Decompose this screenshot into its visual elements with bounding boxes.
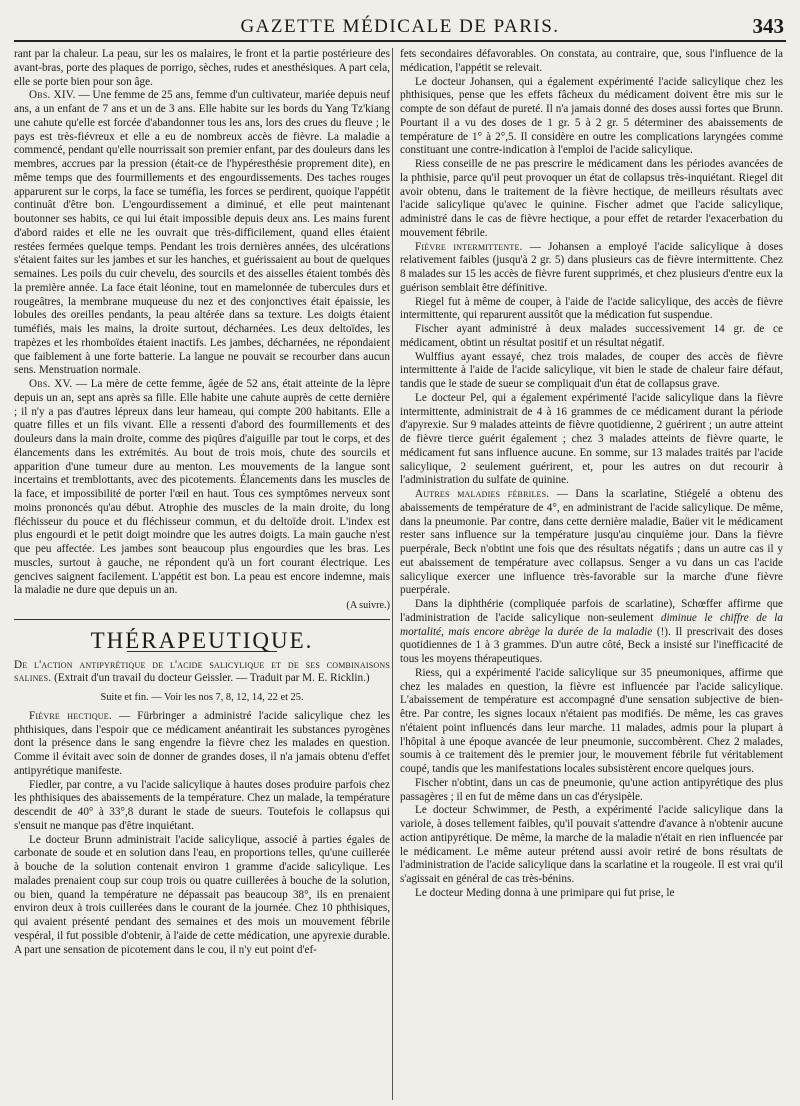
paragraph: rant par la chaleur. La peau, sur les os malaires, le front et la partie postérieure des avant-bras, porte des plaques de porrigo, sèches, rudes et anesthésiques. A part cela, elle se porte bien pour son âge. (14, 48, 390, 88)
paragraph: Riess conseille de ne pas prescrire le médicament dans les périodes avancées de la phthisie, parce qu'il peut provoquer un état de collapsus très-inquiétant. Riegel dit avoir obtenu, dans le traitement de la fièvre hectique, de meilleurs résultats avec l'acide salicylique qu'avec le quinine. Fischer admet que l'acide salicylique, administré dans le cas de fièvre hectique, a pour effet de retarder l'exacerbation du mouvement fébrile. (400, 158, 783, 239)
article-source: (Extrait d'un travail du docteur Geissler. — Traduit par M. E. Ricklin.) (51, 672, 370, 685)
subsection-label: Fièvre hectique. (29, 709, 112, 722)
paragraph: Riegel fut à même de couper, à l'aide de l'acide salicylique, des accès de fièvre intermittente, qui reparurent aussitôt que la médication fut suspendue. (400, 295, 783, 322)
paragraph-fievre-intermittente (400, 241, 783, 296)
column-rule (392, 48, 393, 1100)
subsection-text: — Dans la scarlatine, Stiégelé a obtenu des abaissements de température de 4°, en administrant de l'acide salicylique. De même, dans la pneumonie. Par contre, dans cette dernière maladie, Baüer vit le médicament rester sans influence sur la température jusqu'au cinquième jour. Dans la fièvre puerpérale, Beck n'obtint une fois que des résultats négatifs ; dans un autre cas il y eut abaissement de température avec collapsus. Senger a vu dans un cas l'acide salicylique exercer une influence très-favorable sur la marche d'une fièvre puerpérale. (400, 488, 783, 597)
observation-label: Obs. XV. (29, 378, 73, 390)
paragraph: Le docteur Brunn administrait l'acide salicylique, associé à parties égales de carbonate de soude et en solution dans l'eau, en proportions telles, qu'une cuillerée à bouche de la solution contenait environ 1 gramme d'acide salicylique. Les malades prenaient coup sur coup trois ou quatre cuillerées à bouche de la solution, ou bien, quand la température ne dépassait pas beaucoup 38°, ils en prenaient environ deux à trois cuillerées dans le courant de la journée. Chez 10 phthisiques, qui avaient présenté pendant des semaines et des mois un mouvement fébrile vespéral, il fut possible d'obtenir, à l'aide de cette médication, une apyrexie durable. A part une sensation de picotement dans le cou, il n'y eut point d'ef- (14, 833, 390, 956)
paragraph: Le docteur Pel, qui a également expérimenté l'acide salicylique dans la fièvre intermittente, administrait de 4 à 16 grammes de ce médicament durant la période d'apyrexie. Sur 9 malades atteints de fièvre quotidienne, 2 guérirent ; un autre atteint de fièvre tierce guérit également ; chez 3 malades atteints de fièvre quarte, le médicament fut sans influence aucune. En somme, sur 13 malades traités par l'acide salicylique, 2 seulement guérirent, et, pour les autres on dut recourir à l'administration du sulfate de quinine. (400, 391, 783, 487)
text-run: (!). Il prescrivait des doses quotidiennes de 1 à 3 grammes. D'un autre côté, Beck a insisté sur l'inefficacité de tous les moyens thérapeutiques. (400, 625, 783, 665)
section-divider (14, 619, 390, 620)
article-title: De l'action antipyrétique de l'acide salicylique et de ses combinaisons salines. (14, 658, 390, 685)
page-number: 343 (752, 14, 784, 38)
paragraph-autres-maladies (400, 488, 783, 598)
observation-text: — Une femme de 25 ans, femme d'un cultivateur, mariée depuis neuf ans, a un enfant de 7 ans et un de 3 ans. Elle habite sur les bords du Yang Tz'kiang une cahute qu'elle est forcée d'abandonner tous les ans, lors des crues du fleuve ; le pays est très-fiévreux et elle a eu de nombreux accès de fièvre. La maladie a commencé, pendant qu'elle nourrissait son premier enfant, par des douleurs dans les membres, accrues par la pression (était-ce de l'hypéresthésie proprement dite), en même temps que des fourmillements et des engourdissements. Des taches rouges apparurent sur le corps, la face se tuméfia, les forces se perdirent, quoique l'appétit continuât d'être bon. L'engourdissement a diminué, et elle peut maintenant boutonner ses habits, ce qui lui était impossible depuis deux ans. Les mains furent d'abord raides et elle ne les ouvrait que très-difficilement, quand elles étaient restées fermées quelque temps. Pendant les trois dernières années, des ulcérations s'étaient faites sur les jambes et sur les hanches, et guérissaient au bout de quelques semaines. Les poils du cuir chevelu, des sourcils et des aisselles étaient tombés dès la première année. La face était léonine, tout en mamelonnée de tubercules durs et rougeâtres, la membrane muqueuse du nez et des conjonctives était épaissie, les lobules des oreilles pendants, la peau altérée dans sa texture. Les doigts étaient tuméfiés, mais les mains, la droite surtout, décharnées. Les deux deltoïdes, les trapèzes et les rhomboïdes étaient inactifs. Les jambes, décharnées, ne répondaient que faiblement à une forte batterie. La langue ne pouvait se recourber dans aucun sens. Menstruation normale. (14, 89, 390, 377)
page-header (14, 10, 786, 42)
paragraph: fets secondaires défavorables. On constata, au contraire, que, sous l'influence de la médication, l'appétit se relevait. (400, 48, 783, 74)
left-column (14, 48, 390, 957)
paragraph: Le docteur Meding donna à une primipare qui fut prise, le (415, 886, 675, 899)
paragraph: Riess, qui a expérimenté l'acide salicylique sur 35 pneumoniques, affirme que chez les malades en question, la fièvre est influencée par l'acide salicylique. L'abaissement de température est accompagné d'une sensation subjective de bien-être. Par contre, les signes locaux n'étaient pas modifiés. De même, les cas graves n'étaient point influencés dans leur marche. 11 malades, admis pour la plupart à l'hôpital à une époque avancée de leur pneumonie, succombèrent. Chez 2 malades, soumis à ce traitement dès le premier jour, le mouvement fébrile fut véritablement coupé, tandis que les manifestations locales subsistèrent encore quelques jours. (400, 666, 783, 775)
subsection-label: Autres maladies fébriles. (415, 488, 550, 500)
subsection-text: — Fürbringer a administré l'acide salicylique chez les phthisiques, dans l'espoir que ce médicament anéantirait les substances pyrogènes dont la présence dans le sang engendre la fièvre chez les malades en question. Comme il évitait avec soin de donner de grandes doses, il n'a jamais obtenu d'effet antipyrétique manifeste. (14, 709, 390, 777)
paragraph: Fischer ayant administré à deux malades successivement 14 gr. de ce médicament, obtint un résultat positif et un résultat négatif. (400, 323, 783, 349)
paragraph-fievre-hectique (14, 710, 390, 779)
section-title: THÉRAPEUTIQUE. (90, 627, 314, 653)
text-run: Dans la diphthérie (compliquée parfois de scarlatine), Schœffer affirme que l'administration de l'acide salicylique non-seulement (400, 598, 783, 624)
subsection-text: — Johansen a employé l'acide salicylique à doses relativement faibles (jusqu'à 2 gr. 5) dans plusieurs cas de fièvre intermittente. Chez 8 malades sur 15 les accès de fièvre furent supprimés, et chez plusieurs d'entre eux la guérison semblait être définitive. (400, 240, 783, 294)
observation-label: Obs. XIV. (29, 89, 76, 102)
continuation-note: Suite et fin. — Voir les nos 7, 8, 12, 14, 22 et 25. (100, 692, 304, 703)
to-be-continued: (A suivre.) (346, 600, 390, 611)
observation-14 (14, 89, 390, 378)
observation-15 (14, 378, 390, 598)
paragraph: Le docteur Schwimmer, de Pesth, a expérimenté l'acide salicylique dans la variole, à doses tellement faibles, qu'il pouvait s'attendre d'avance à n'obtenir aucune action antipyrétique. De même, la marche de la maladie n'était en rien influencée par le médicament. Le même auteur prétend aussi avoir retiré de bons résultats de l'administration de l'acide salicylique dans la scarlatine et la rougeole. Il est vrai qu'il s'agissait en général de cas très-bénins. (400, 804, 783, 885)
paragraph-diphtherie (400, 598, 783, 667)
paragraph: Fiedler, par contre, a vu l'acide salicylique à hautes doses produire parfois chez les phthisiques des abaissements de la température. Chez un malade, la température descendit de 40° à 33°,8 durant le stade de sueurs. Toutefois le collapsus qui s'ensuit ne manque pas d'être inquiétant. (14, 778, 390, 832)
paragraph: Fischer n'obtint, dans un cas de pneumonie, qu'une action antipyrétique des plus passagères ; il en fut de même dans un cas d'érysipèle. (400, 776, 783, 803)
emphasis-text: diminue le chiffre de la mortalité, mais encore abrège la durée de la maladie (400, 611, 783, 638)
journal-title: GAZETTE MÉDICALE DE PARIS. (240, 16, 560, 37)
paragraph: Wulffius ayant essayé, chez trois malades, de couper des accès de fièvre intermittente à l'aide de l'acide salicylique, vit bien le stade de chaleur faire défaut, tandis que le stade de sueur se compliquait d'un état de collapsus grave. (400, 350, 783, 390)
subsection-label: Fièvre intermittente. (415, 240, 523, 253)
paragraph: Le docteur Johansen, qui a également expérimenté l'acide salicylique chez les phthisiques, pense que les effets fâcheux du médicament doivent être mis sur le compte de son défaut de pureté. Il n'a jamais donné des doses aussi fortes que Brunn. Pourtant il a vu des doses de 1 gr. 5 à 2 gr. 5 déterminer des abaissements de température de 1° à 2°,5. Il considère en outre les complications laryngées comme constituant une contre-indication à l'emploi de l'acide salicylique. (400, 75, 783, 157)
article-heading (14, 659, 390, 687)
observation-text: — La mère de cette femme, âgée de 52 ans, était atteinte de la lèpre depuis un an, sept ans après sa fille. Elle habite une cahute auprès de cette dernière ; il n'y a pas d'autres lépreux dans leur hameau, qui compte 200 habitants. Elle a quatre filles et un fils vivant. Elle a ressenti d'abord des fourmillements et des douleurs dans la main droite, comme des piqûres d'aiguille par tout le corps, et des élancements dans les extrémités. Au bout de trois mois, chute des sourcils et apparition d'une tumeur dure au menton. Les mouvements de la langue sont incertains et tremblottants, avec des picotements. Élancements dans les muscles de la face, et impossibilité de porter l'œil en haut. Tous ces symptômes nerveux sont moins prononcés qu'au début. Atrophie des muscles de la main droite, du long fléchisseur du pouce et du fléchisseur commun, et du deltoïde droit. L'index est plus engourdi et le petit doigt moindre que les autres doigts. La main gauche n'est que peu affectée. Les jambes sont beaucoup plus engourdies que les bras. Les muscles, surtout à gauche, ne répondent qu'à un fort courant électrique. Les gencives saignent facilement. L'appétit est bon. La peau est encore indemne, mais la maladie ne dure que depuis un an. (14, 378, 390, 597)
right-column (400, 48, 783, 901)
